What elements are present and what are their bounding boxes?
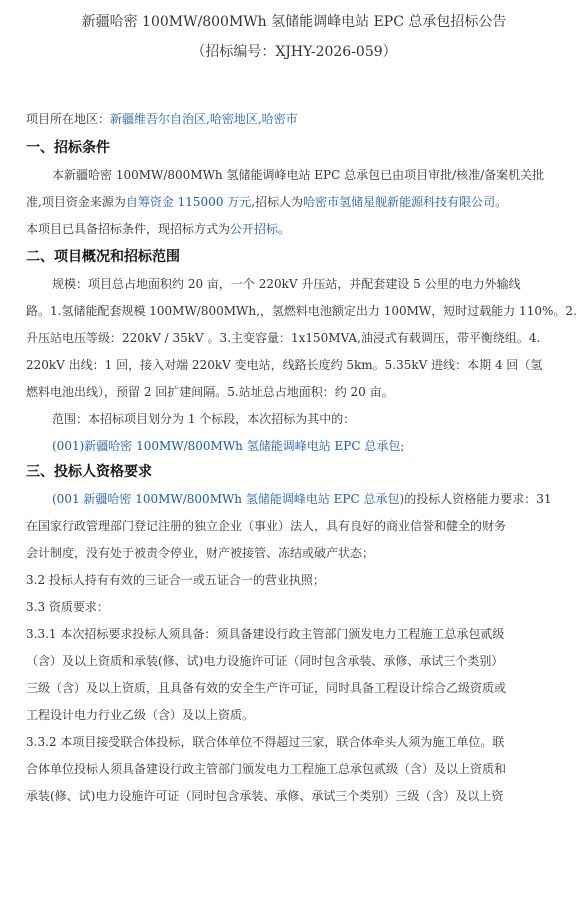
s2-line-4: 220kV 出线：1 回，接入对端 220kV 变电站，线路长度约 5km。5.35kV 进线：本期 4 回（氢 xyxy=(26,358,543,372)
s2-line-3: 升压站电压等级：220kV / 35kV 。3.主变容量：1x150MVA,油浸式有载调压，带平衡绕组。4. xyxy=(26,331,541,345)
s3-item-3-3-1-line-3: 三级（含）及以上资质，且具备有效的安全生产许可证，同时具备工程设计综合乙级资质或 xyxy=(26,681,507,695)
s3-text: 的投标人资格能力要求：31 xyxy=(404,492,552,506)
s3-line-3: 会计制度，没有处于被责令停业，财产被接管、冻结或破产状态； xyxy=(26,546,375,560)
s1-text: 本项目已具备招标条件，现招标方式为 xyxy=(26,222,231,236)
s1-text: 。 xyxy=(495,195,508,209)
fund-source: 自筹资金 115000 万元 xyxy=(125,195,252,209)
s3-line-2: 在国家行政管理部门登记注册的独立企业（事业）法人，具有良好的商业信誉和健全的财务 xyxy=(26,519,507,533)
s2-line-2: 路。1.氢储能配套规模 100MW/800MWh,，氢燃料电池额定出力 100MW，短时过载能力 110%。2. xyxy=(26,304,577,318)
s3-item-3-3-1-line-2: （含）及以上资质和承装(修、试)电力设施许可证（同时包含承装、承修、承试三个类别） xyxy=(26,654,504,668)
location-label: 项目所在地区： xyxy=(26,112,111,126)
s2-lot: (001)新疆哈密 100MW/800MWh 氢储能调峰电站 EPC 总承包; xyxy=(52,439,405,453)
s2-scope: 范围：本招标项目划分为 1 个标段，本次招标为其中的： xyxy=(52,412,356,426)
s3-item-3-3-2-line-2: 合体单位投标人须具备建设行政主管部门颁发电力工程施工总承包贰级（含）及以上资质和 xyxy=(26,762,507,776)
s2-line-1: 规模：项目总占地面积约 20 亩，一个 220kV 升压站，并配套建设 5 公里的电力外输线 xyxy=(52,277,521,291)
s2-line-5: 燃料电池出线），预留 2 回扩建间隔。5.站址总占地面积：约 20 亩。 xyxy=(26,385,394,399)
s3-item-3-3-1-line-1: 3.3.1 本次招标要求投标人须具备：须具备建设行政主管部门颁发电力工程施工总承包贰级 xyxy=(26,627,505,641)
tenderer-name: 哈密市氢储星舰新能源科技有限公司 xyxy=(303,195,496,209)
s3-item-3-2: 3.2 投标人持有有效的三证合一或五证合一的营业执照； xyxy=(26,573,325,587)
document-title: 新疆哈密 100MW/800MWh 氢储能调峰电站 EPC 总承包招标公告 xyxy=(81,14,507,30)
lot-reference: (001 新疆哈密 100MW/800MWh 氢储能调峰电站 EPC 总承包) xyxy=(52,492,405,506)
tender-method: 公开招标 xyxy=(230,222,279,236)
s1-text: ,招标人为 xyxy=(251,195,304,209)
s1-line-2 xyxy=(26,189,562,216)
s3-line-1 xyxy=(26,486,562,513)
section-2-heading: 二、项目概况和招标范围 xyxy=(26,249,180,265)
tender-number: （招标编号：XJHY-2026-059） xyxy=(191,44,397,60)
s3-item-3-3-2-line-1: 3.3.2 本项目接受联合体投标，联合体单位不得超过三家，联合体牵头人须为施工单位。联 xyxy=(26,735,505,749)
s1-line-3 xyxy=(26,216,562,243)
s3-item-3-3-1-line-4: 工程设计电力行业乙级（含）及以上资质。 xyxy=(26,708,255,722)
s3-item-3-3: 3.3 资质要求： xyxy=(26,600,109,614)
s3-item-3-3-2-line-3: 承装(修、试)电力设施许可证（同时包含承装、承修、承试三个类别）三级（含）及以上资 xyxy=(26,789,504,803)
s1-text: 准,项目资金来源为 xyxy=(26,195,126,209)
project-location xyxy=(26,112,562,126)
section-1-heading: 一、招标条件 xyxy=(26,140,110,156)
location-value: 新疆维吾尔自治区,哈密地区,哈密市 xyxy=(110,112,298,126)
s1-text: 。 xyxy=(278,222,291,236)
s1-line-1: 本新疆哈密 100MW/800MWh 氢储能调峰电站 EPC 总承包已由项目审批/核准/备案机关批 xyxy=(52,168,545,182)
section-3-heading: 三、投标人资格要求 xyxy=(26,464,152,480)
